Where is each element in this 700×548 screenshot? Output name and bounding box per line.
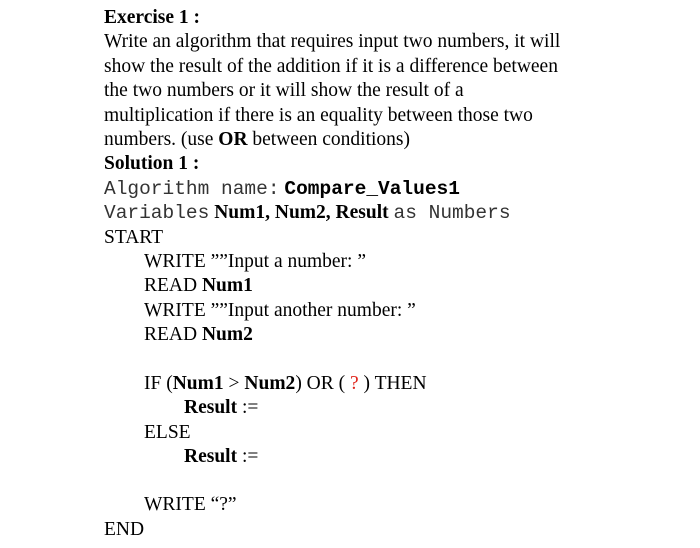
assign-operator: :=	[237, 397, 259, 419]
read-statement	[104, 323, 664, 347]
write-statement	[104, 493, 664, 517]
read-keyword: READ	[144, 324, 198, 346]
start-keyword: START	[104, 226, 164, 248]
if-pre: IF (	[144, 372, 173, 394]
placeholder-question: ?	[350, 372, 359, 394]
assignment-statement	[104, 396, 664, 420]
or-keyword: OR	[218, 129, 248, 151]
write-keyword: WRITE	[144, 299, 206, 321]
assign-variable: Result	[184, 397, 238, 419]
write-statement	[104, 299, 664, 323]
end-keyword: END	[104, 518, 145, 540]
write-statement	[104, 250, 664, 274]
if-post: ) THEN	[358, 372, 427, 394]
read-variable: Num1	[201, 275, 253, 297]
exercise-document	[104, 6, 664, 542]
blank-line	[104, 469, 664, 493]
assign-operator: :=	[237, 445, 259, 467]
if-statement	[104, 372, 664, 396]
algorithm-name-line	[104, 177, 664, 201]
variable-names: Num1, Num2, Result	[214, 202, 389, 224]
variables-label: Variables	[104, 202, 210, 225]
if-condition-var: Num2	[244, 372, 296, 394]
description-line: the two numbers or it will show the result of a	[104, 80, 464, 102]
assign-variable: Result	[184, 445, 238, 467]
description-line: Write an algorithm that requires input two numbers, it will	[104, 31, 561, 53]
write-keyword: WRITE	[144, 251, 206, 273]
write-keyword: WRITE	[144, 494, 206, 516]
variables-line	[104, 201, 664, 225]
description-line: show the result of the addition if it is a difference between	[104, 55, 558, 77]
write-text: ””Input another number: ”	[210, 299, 416, 321]
variables-type: as Numbers	[393, 202, 511, 225]
description-line-last	[104, 128, 664, 152]
write-text: ””Input a number: ”	[210, 251, 366, 273]
description-text: between conditions)	[247, 129, 410, 151]
read-statement	[104, 274, 664, 298]
if-mid: ) OR (	[295, 372, 351, 394]
blank-line	[104, 348, 664, 372]
else-keyword: ELSE	[144, 421, 191, 443]
algorithm-name: Compare_Values1	[284, 177, 460, 200]
exercise-heading: Exercise 1 :	[104, 7, 201, 28]
if-operator: >	[223, 372, 245, 394]
description-text: numbers. (use	[104, 129, 219, 151]
solution-heading: Solution 1 :	[104, 153, 200, 175]
read-variable: Num2	[201, 324, 253, 346]
read-keyword: READ	[144, 275, 198, 297]
description-line: multiplication if there is an equality between those two	[104, 104, 533, 126]
algorithm-label: Algorithm name:	[104, 177, 280, 200]
assignment-statement	[104, 445, 664, 469]
if-condition-var: Num1	[172, 372, 224, 394]
write-text: “?”	[210, 494, 237, 516]
